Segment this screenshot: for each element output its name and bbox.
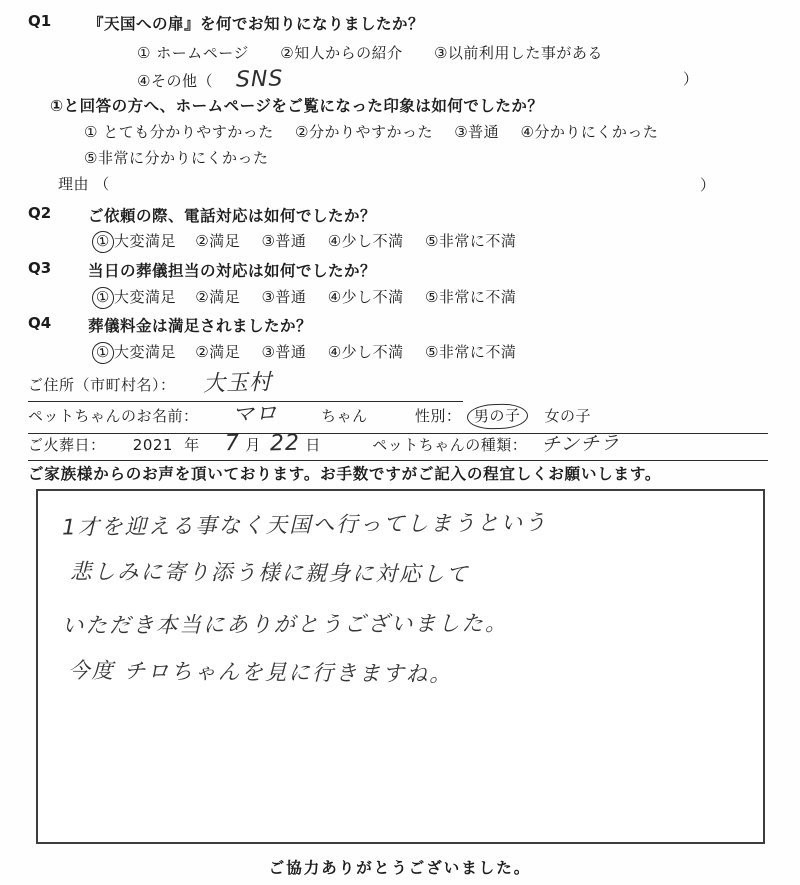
pet-gender-selected: 男の子 (473, 406, 521, 426)
q4-selected-circle (91, 341, 115, 365)
q1-followup-option-2: ②分かりやすかった (295, 123, 433, 141)
q3-option-2: ②満足 (195, 288, 241, 306)
q3-question: 当日の葬儀担当の対応は如何でしたか？ (88, 262, 377, 280)
q1-question: 『天国への扉』を何でお知りになりましたか？ (88, 15, 425, 33)
cremation-month-handwritten: 7 (224, 430, 241, 457)
q2-selected-text: 大変満足 (113, 232, 176, 250)
cremation-year-unit: 年 (184, 436, 200, 454)
cremation-day-handwritten: 22 (269, 430, 301, 457)
q4-option-3: ③普通 (261, 343, 307, 361)
family-comment-box (36, 489, 765, 844)
cremation-month-unit: 月 (245, 436, 261, 454)
q3-option-3: ③普通 (261, 288, 307, 306)
q4-number: Q4 (28, 314, 52, 332)
pet-species-handwritten-value: チンチラ (540, 431, 620, 457)
pet-name-label: ペットちゃんのお名前： (28, 407, 199, 425)
cremation-row (28, 429, 768, 461)
q2-number: Q2 (28, 204, 52, 222)
q1-option-1: ① ホームページ (137, 44, 249, 62)
q1-followup-option-1: ① とても分かりやすかった (84, 123, 274, 141)
q1-followup-option-4: ④分かりにくかった (520, 123, 659, 141)
q2-selected-number: ① (95, 231, 111, 251)
footer-thanks: ご協力ありがとうございました。 (268, 859, 532, 877)
q4-selected-number: ① (95, 342, 111, 362)
cremation-date-label: ご火葬日： (28, 436, 106, 454)
q2-options-row (92, 230, 516, 253)
q1-option-other-label: ④その他（ (137, 72, 213, 90)
q3-selected-text: 大変満足 (113, 288, 176, 306)
q1-followup-option-3: ③普通 (454, 123, 500, 141)
address-handwritten-value: 大玉村 (202, 370, 273, 397)
q2-option-3: ③普通 (261, 232, 307, 250)
q4-option-4: ④少し不満 (327, 343, 404, 361)
cremation-year: 2021 (132, 436, 173, 454)
pet-gender-other: 女の子 (544, 407, 591, 425)
q2-selected-circle (91, 230, 115, 254)
q1-other-handwritten-value: SNS (235, 66, 284, 93)
pet-gender-label: 性別： (414, 407, 462, 425)
reason-close-paren: ） (700, 176, 716, 194)
q4-option-2: ②満足 (195, 343, 241, 361)
comment-line-3: いただき本当にありがとうございました。 (61, 611, 509, 639)
q1-option-2: ②知人からの紹介 (280, 44, 403, 62)
q1-number: Q1 (28, 12, 52, 30)
q1-other-row (137, 67, 284, 92)
q2-question: ご依頼の際、電話対応は如何でしたか？ (88, 207, 377, 225)
q1-options-row (137, 42, 629, 63)
q2-option-4: ④少し不満 (327, 232, 404, 250)
q3-option-4: ④少し不満 (327, 288, 404, 306)
reason-label: 理由 （ (58, 175, 110, 193)
q2-option-5: ⑤非常に不満 (424, 232, 517, 250)
q1-followup-option-5: ⑤非常に分かりにくかった (84, 149, 269, 167)
address-label: ご住所（市町村名）： (28, 376, 176, 394)
q1-followup-question: ①と回答の方へ、ホームページをご覧になった印象は如何でしたか？ (50, 97, 544, 115)
q3-selected-number: ① (95, 287, 111, 307)
q2-option-2: ②満足 (195, 232, 241, 250)
q4-options-row (92, 341, 516, 364)
q1-other-close-paren: ） (683, 70, 699, 88)
family-voice-intro: ご家族様からのお声を頂いております。お手数ですがご記入の程宜しくお願いします。 (28, 465, 662, 483)
pet-name-suffix: ちゃん (321, 407, 368, 425)
q3-selected-circle (91, 286, 115, 310)
q4-selected-text: 大変満足 (113, 343, 176, 361)
q3-option-5: ⑤非常に不満 (424, 288, 517, 306)
comment-line-1: 1才を迎える事なく天国へ行ってしまうという (61, 510, 548, 541)
pet-name-handwritten-value: マロ (231, 401, 279, 428)
q4-question: 葬儀料金は満足されましたか？ (88, 317, 313, 335)
pet-species-label: ペットちゃんの種類： (372, 436, 528, 454)
pet-gender-selected-circle (466, 403, 527, 430)
q1-option-3: ③以前利用した事がある (433, 44, 603, 62)
comment-line-4: 今度 チロちゃんを見に行きますね。 (67, 658, 453, 688)
q3-number: Q3 (28, 259, 52, 277)
q1-followup-options-row1 (84, 121, 658, 142)
q3-options-row (92, 286, 516, 309)
cremation-day-unit: 日 (305, 436, 321, 454)
q4-option-5: ⑤非常に不満 (424, 343, 517, 361)
comment-line-2: 悲しみに寄り添う様に親身に対応して (69, 559, 470, 588)
